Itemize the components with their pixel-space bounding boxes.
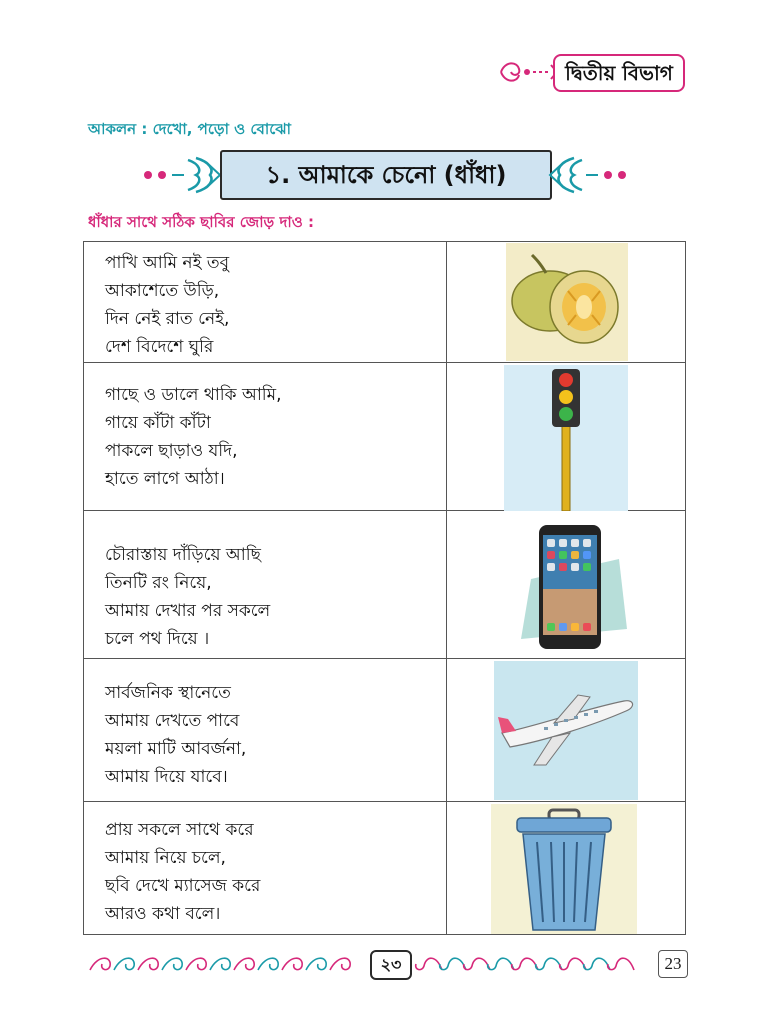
riddle-text: গাছে ও ডালে থাকি আমি, গায়ে কাঁটা কাঁটা পাকলে ছাড়াও যদি, হাতে লাগে আঠা। <box>105 385 282 489</box>
trash-bin-image[interactable] <box>491 804 637 934</box>
right-swirl-border-icon <box>412 952 652 976</box>
table-row <box>83 363 686 511</box>
table-row <box>83 511 686 659</box>
table-row <box>83 802 686 935</box>
traffic-light-image[interactable] <box>504 365 628 511</box>
page-number-bengali: ২৩ <box>370 950 412 980</box>
table-row <box>83 659 686 802</box>
left-swirl-border-icon <box>88 952 366 976</box>
page-footer <box>88 944 688 984</box>
page-title: ১. আমাকে চেনো (ধাঁধা) <box>220 150 552 200</box>
ornament-flourish-icon <box>497 55 559 89</box>
instruction-text: ধাঁধার সাথে সঠিক ছাবির জোড় দাও : <box>88 213 314 231</box>
jackfruit-image[interactable] <box>506 243 628 361</box>
riddle-text: পাখি আমি নই তবু আকাশেতে উড়ি, দিন নেই রাত নেই, দেশ বিদেশে ঘুরি <box>105 253 230 357</box>
left-ornament-icon <box>140 154 224 196</box>
riddle-text: চৌরাস্তায় দাঁড়িয়ে আছি তিনটি রং নিয়ে, আমায় দেখার পর সকলে চলে পথ দিয়ে । <box>105 545 271 649</box>
table-row <box>83 241 686 363</box>
right-ornament-icon <box>546 154 630 196</box>
page-number: 23 <box>658 950 688 978</box>
riddle-text: সার্বজনিক স্থানেতে আমায় দেখতে পাবে ময়লা মাটি আবর্জনা, আমায় দিয়ে যাবে। <box>105 683 247 787</box>
airplane-image[interactable] <box>494 661 638 800</box>
subheading: আকলন : দেখো, পড়ো ও বোঝো <box>88 120 291 138</box>
smartphone-image[interactable] <box>501 519 631 655</box>
section-badge <box>497 51 687 93</box>
riddle-text: প্রায় সকলে সাথে করে আমায় নিয়ে চলে, ছবি দেখে ম্যাসেজ করে আরও কথা বলে। <box>105 820 261 924</box>
section-label: দ্বিতীয় বিভাগ <box>553 54 685 92</box>
riddle-table <box>83 241 686 935</box>
page-title-banner <box>140 146 626 204</box>
